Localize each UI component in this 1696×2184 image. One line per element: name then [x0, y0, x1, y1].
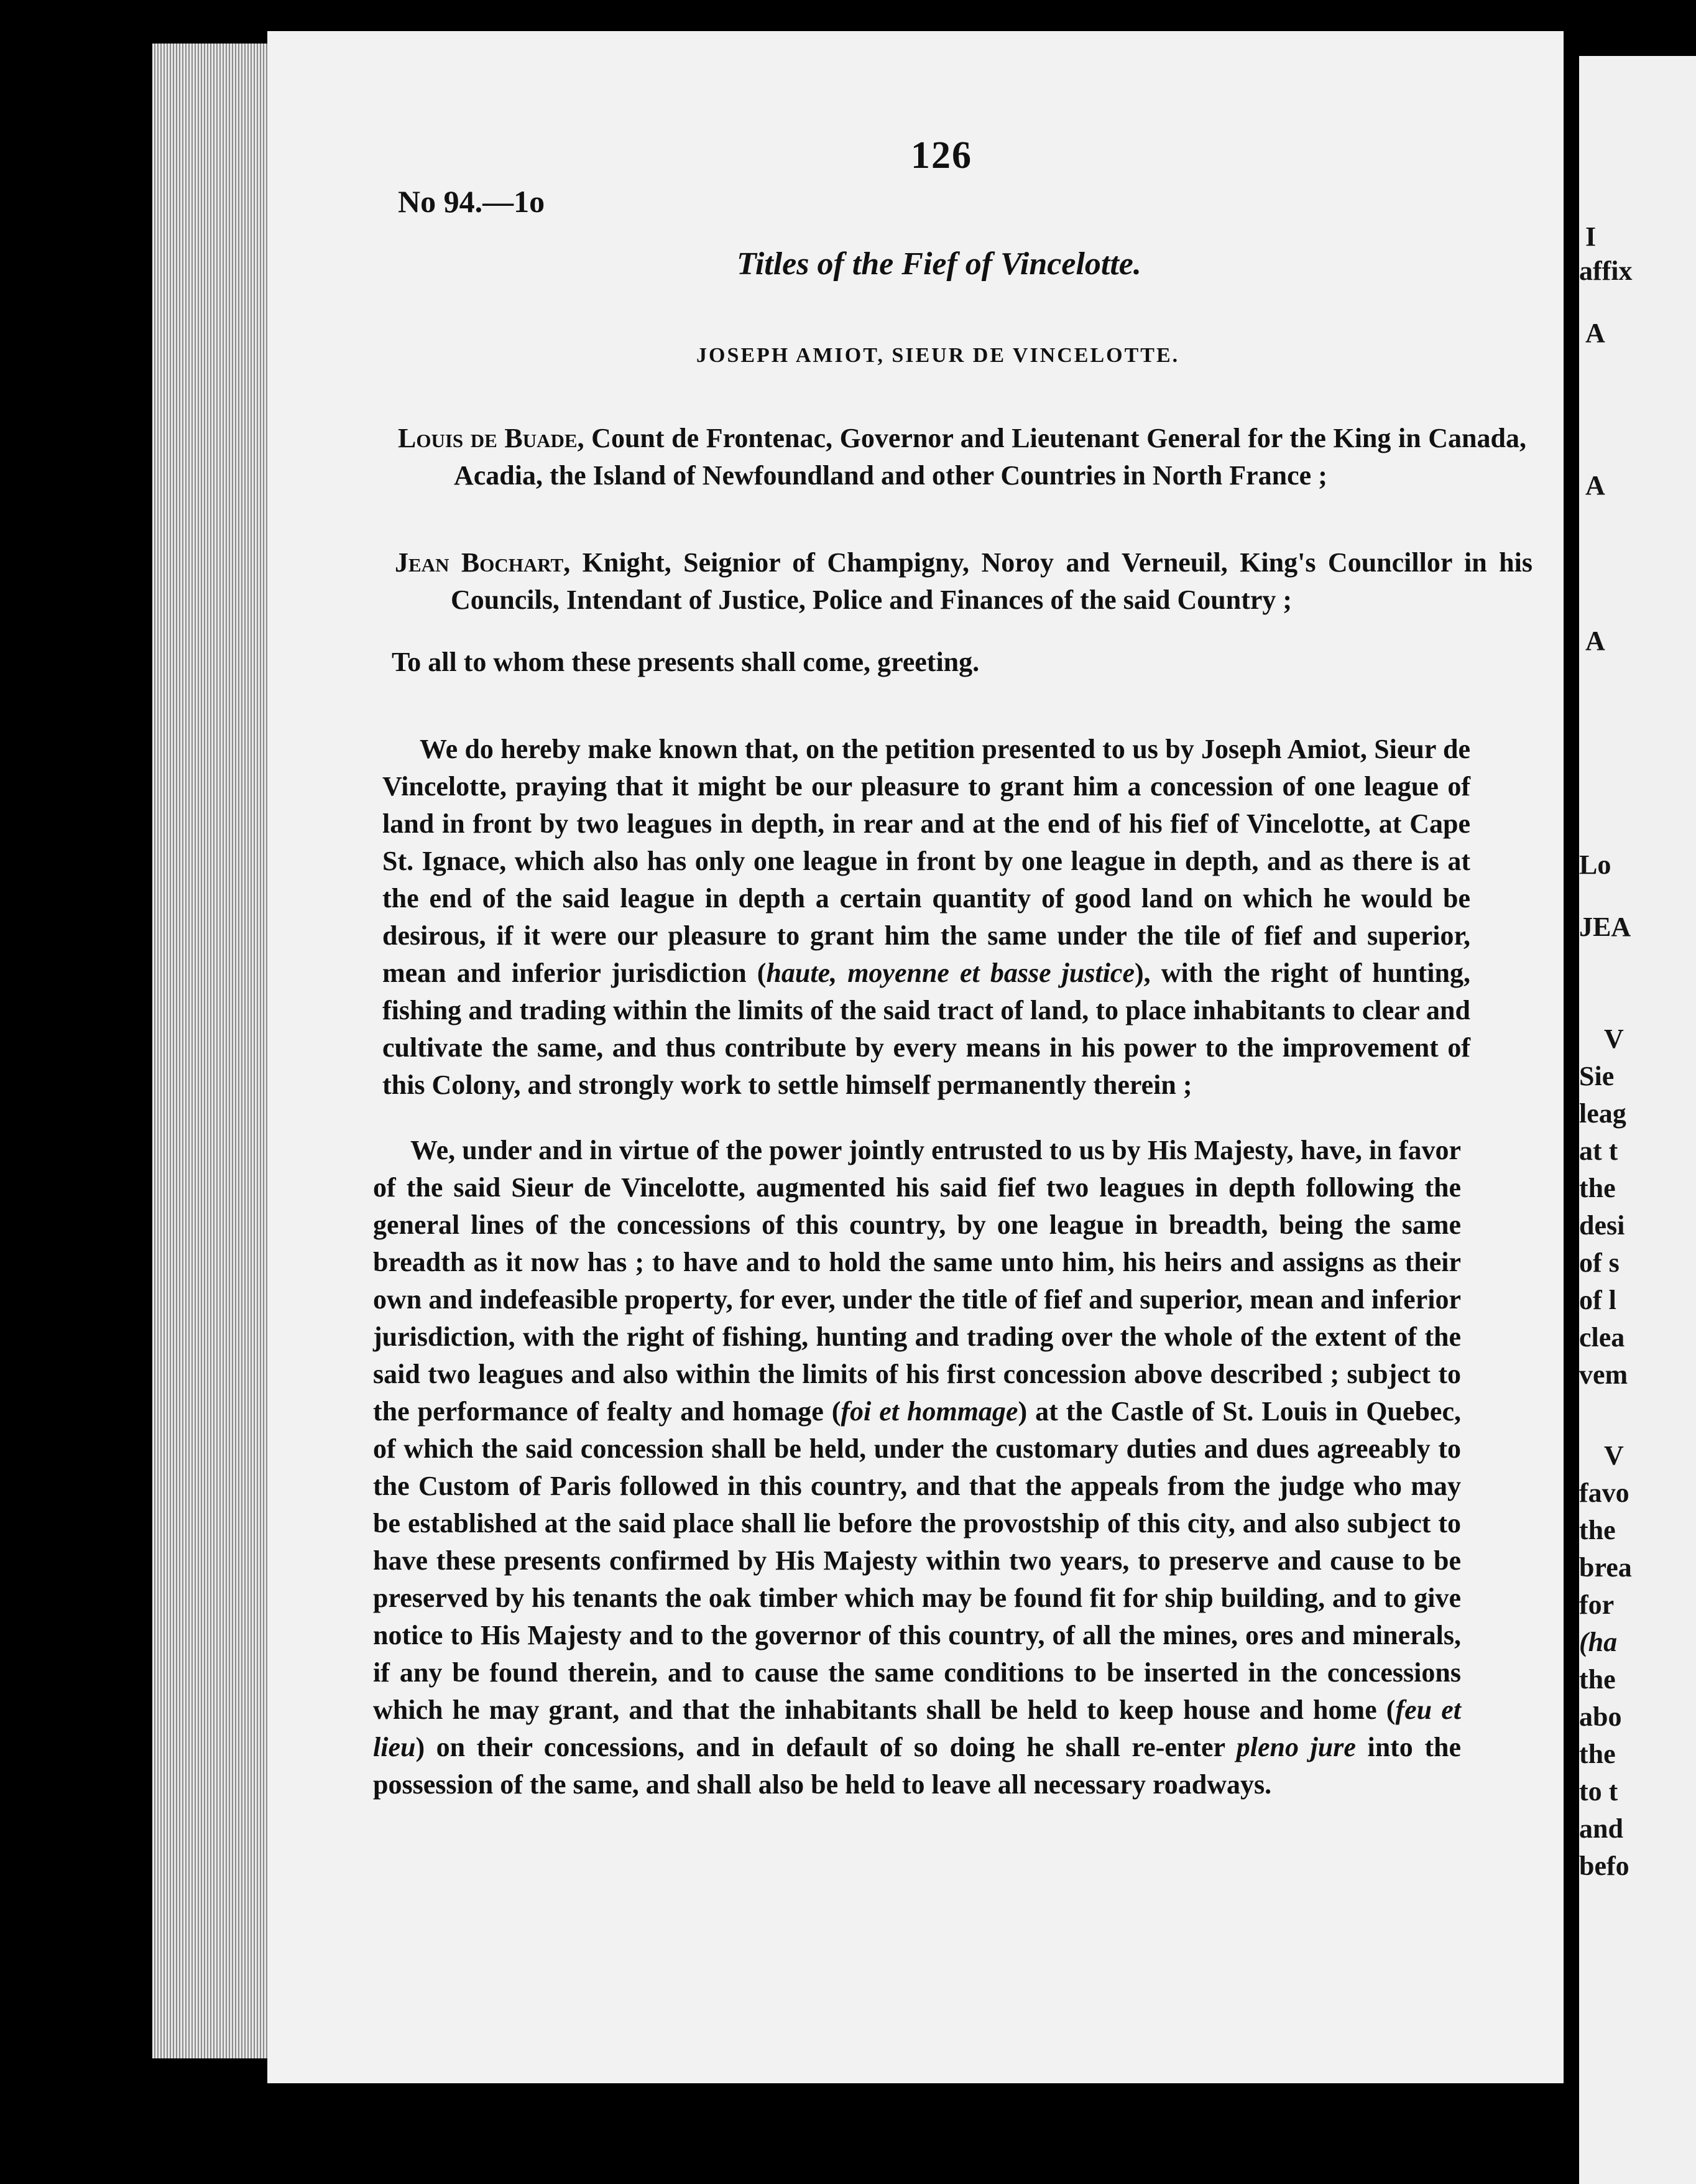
facing-fragment: Sie — [1579, 1061, 1615, 1091]
petition-paragraph — [382, 731, 1470, 1104]
facing-fragment: of s — [1579, 1247, 1620, 1278]
facing-fragment: to t — [1579, 1776, 1618, 1807]
jean-text: , Knight, Seignior of Champigny, Noroy and Verneuil, King's Councillor in his Councils, Intendant of Justice, Police and Finances of the said Country ; — [451, 547, 1532, 615]
greeting-line: To all to whom these presents shall come, greeting. — [392, 647, 980, 677]
petition-text-b: ), with the right of hunting, fishing and trading within the limits of the said tract of land, to place inhabitants to clear and cultivate the same, and thus contribute by every means in his power to the improvement of this Colony, and strongly work to settle himself permanently therein ; — [382, 958, 1471, 1100]
page-number: 126 — [911, 134, 972, 177]
facing-fragment: clea — [1579, 1322, 1625, 1353]
grant-text-d: into the possession of the same, and shall also be held to leave all necessary roadways. — [373, 1732, 1462, 1800]
document-subtitle: JOSEPH AMIOT, SIEUR DE VINCELOTTE. — [696, 344, 1180, 367]
facing-fragment: Lo — [1579, 849, 1611, 880]
facing-fragment: A — [1585, 626, 1605, 656]
grant-text-c: ) on their concessions, and in default of so doing he shall re-enter — [415, 1732, 1237, 1762]
facing-fragment: A — [1585, 318, 1605, 348]
facing-fragment: vem — [1579, 1359, 1628, 1390]
facing-fragment: the — [1579, 1515, 1616, 1545]
grant-text-a: We, under and in virtue of the power jointly entrusted to us by His Majesty, have, in favor of the said Sieur de Vincelotte, augmented his said fief two leagues in depth following the general lines of the concessions of this country, by one league in breadth, being the same breadth as it now has ; to have and to hold the same unto him, his heirs and assigns as their own and indefeasible property, for ever, under the title of fief and superior, mean and inferior jurisdiction, with the right of fishing, hunting and trading over the whole of the extent of the said two leagues and also within the limits of his first concession above described ; subject to the performance of fealty and homage ( — [373, 1135, 1461, 1427]
facing-fragment: (ha — [1579, 1627, 1618, 1657]
louis-name: Louis de Buade — [398, 423, 578, 453]
facing-fragment: at t — [1579, 1136, 1618, 1166]
facing-fragment: affix — [1579, 256, 1633, 286]
document-title: Titles of the Fief of Vincelotte. — [737, 246, 1141, 282]
grant-italic-2: feu et lieu — [373, 1695, 1462, 1762]
grant-italic-1: foi et hommage — [841, 1396, 1018, 1427]
facing-fragment: desi — [1579, 1210, 1625, 1241]
jean-name: Jean Bochart — [395, 547, 564, 578]
jean-bochart-paragraph — [395, 544, 1532, 619]
petition-text-a: We do hereby make known that, on the petition presented to us by Joseph Amiot, Sieur de Vincelotte, praying that it might be our pleasure to grant him a concession of one league of land in front by two leagues in depth, in rear and at the end of his fief of Vincelotte, at Cape St. Ignace, which also has only one league in front by one league in depth, and as there is at the end of the said league in depth a certain quantity of good land on which he would be desirous, if it were our pleasure to grant him the same under the tile of fief and superior, mean and inferior jurisdiction ( — [382, 734, 1470, 988]
facing-fragment: of l — [1579, 1285, 1616, 1315]
grant-paragraph — [373, 1132, 1461, 1803]
louis-de-buade-paragraph — [398, 420, 1526, 494]
facing-fragment: brea — [1579, 1552, 1632, 1583]
facing-page — [1579, 56, 1696, 2184]
facing-fragment: leag — [1579, 1098, 1626, 1129]
facing-fragment: for — [1579, 1589, 1615, 1620]
facing-fragment: V — [1604, 1440, 1624, 1471]
facing-fragment: the — [1579, 1173, 1616, 1203]
petition-italic: haute, moyenne et basse justice — [766, 958, 1135, 988]
book-page-edges — [152, 44, 283, 2058]
facing-fragment: I — [1585, 221, 1597, 252]
louis-text: , Count de Frontenac, Governor and Lieutenant General for the King in Canada, Acadia, the Island of Newfoundland and other Countries in North France ; — [454, 423, 1526, 491]
facing-fragment: A — [1585, 470, 1605, 501]
facing-fragment: befo — [1579, 1851, 1629, 1881]
facing-fragment: and — [1579, 1813, 1623, 1844]
facing-fragment: the — [1579, 1664, 1616, 1695]
facing-fragment: favo — [1579, 1478, 1629, 1508]
facing-fragment: the — [1579, 1739, 1616, 1769]
grant-text-b: ) at the Castle of St. Louis in Quebec, of which the said concession shall be held, under the customary duties and dues agreeably to the Custom of Paris followed in this country, and that the appeals from the judge who may be established at the said place shall lie before the provostship of this city, and also subject to have these presents confirmed by His Majesty within two years, to preserve and cause to be preserved by his tenants the oak timber which may be found fit for ship building, and to give notice to His Majesty and to the governor of this country, of all the mines, ores and minerals, if any be found therein, and to cause the same conditions to be inserted in the concessions which he may grant, and that the inhabitants shall be held to keep house and home ( — [373, 1396, 1461, 1725]
document-number: No 94.—1o — [398, 184, 545, 219]
facing-fragment: V — [1604, 1024, 1624, 1054]
facing-fragment: JEA — [1579, 912, 1631, 942]
grant-italic-3: pleno jure — [1236, 1732, 1356, 1762]
facing-fragment: abo — [1579, 1701, 1622, 1732]
